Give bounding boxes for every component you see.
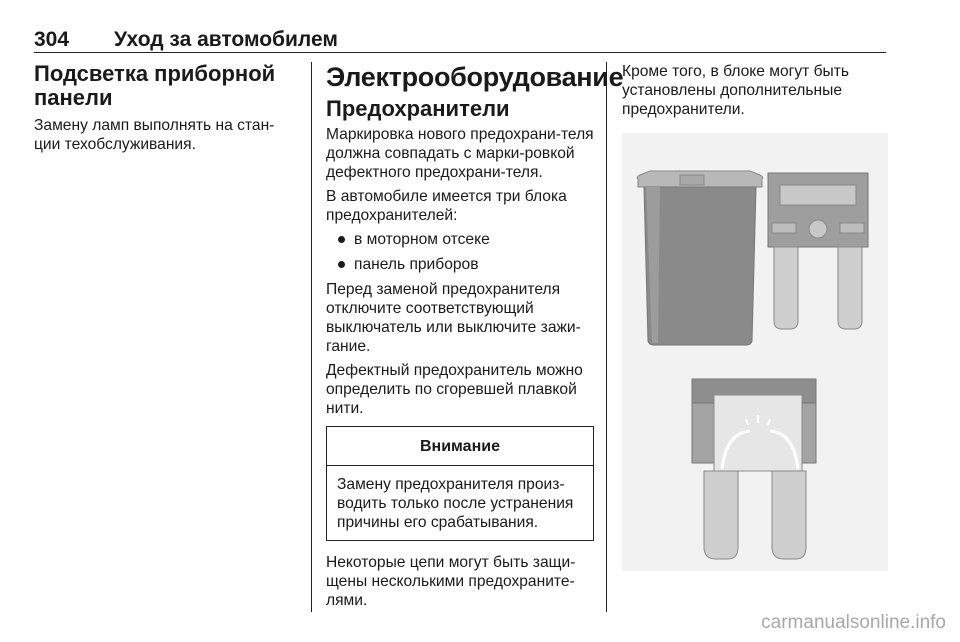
fuse-front-view	[768, 173, 868, 329]
section-heading-instrument-lighting: Подсветка приборной панели	[34, 61, 276, 110]
warning-text: Замену предохранителя произ-водить только после устранения причины его срабатывания.	[337, 476, 574, 531]
column-2	[326, 62, 624, 615]
list-item: в моторном отсеке	[326, 230, 594, 249]
page-number: 304	[34, 28, 70, 51]
paragraph: Дефектный предохранитель можно определить по сгоревшей плавкой нити.	[326, 362, 583, 417]
watermark: carmanualsonline.info	[761, 612, 946, 633]
paragraph: Некоторые цепи могут быть защи-щены несколькими предохраните-лями.	[326, 554, 576, 609]
chapter-title: Уход за автомобилем	[114, 28, 338, 51]
warning-title: Внимание	[327, 427, 593, 466]
column-divider-2	[606, 62, 607, 612]
paragraph: Маркировка нового предохрани-теля должна совпадать с марки-ровкой дефектного предохрани-теля.	[326, 126, 594, 181]
fuse-illustration	[622, 133, 888, 571]
paragraph: Кроме того, в блоке могут быть установлены дополнительные предохранители.	[622, 63, 850, 118]
column-1	[34, 62, 292, 159]
list-item: панель приборов	[326, 255, 594, 274]
paragraph: В автомобиле имеется три блока предохранителей:	[326, 188, 567, 224]
blown-fuse-view	[692, 379, 816, 559]
section-heading-electrical: Электрооборудование	[326, 62, 624, 92]
paragraph: Перед заменой предохранителя отключите соответствующий выключатель или выключите зажи-гание.	[326, 281, 581, 355]
warning-box	[326, 426, 594, 541]
paragraph: Замену ламп выполнять на стан-ции техобслуживания.	[34, 117, 275, 153]
fuse-box-list	[326, 230, 594, 274]
column-3	[622, 62, 886, 571]
column-divider-1	[311, 62, 312, 612]
fuse-illustration-svg	[622, 133, 888, 571]
subheading-fuses: Предохранители	[326, 96, 510, 121]
fuse-side-view	[637, 171, 762, 345]
page-header	[34, 28, 886, 53]
